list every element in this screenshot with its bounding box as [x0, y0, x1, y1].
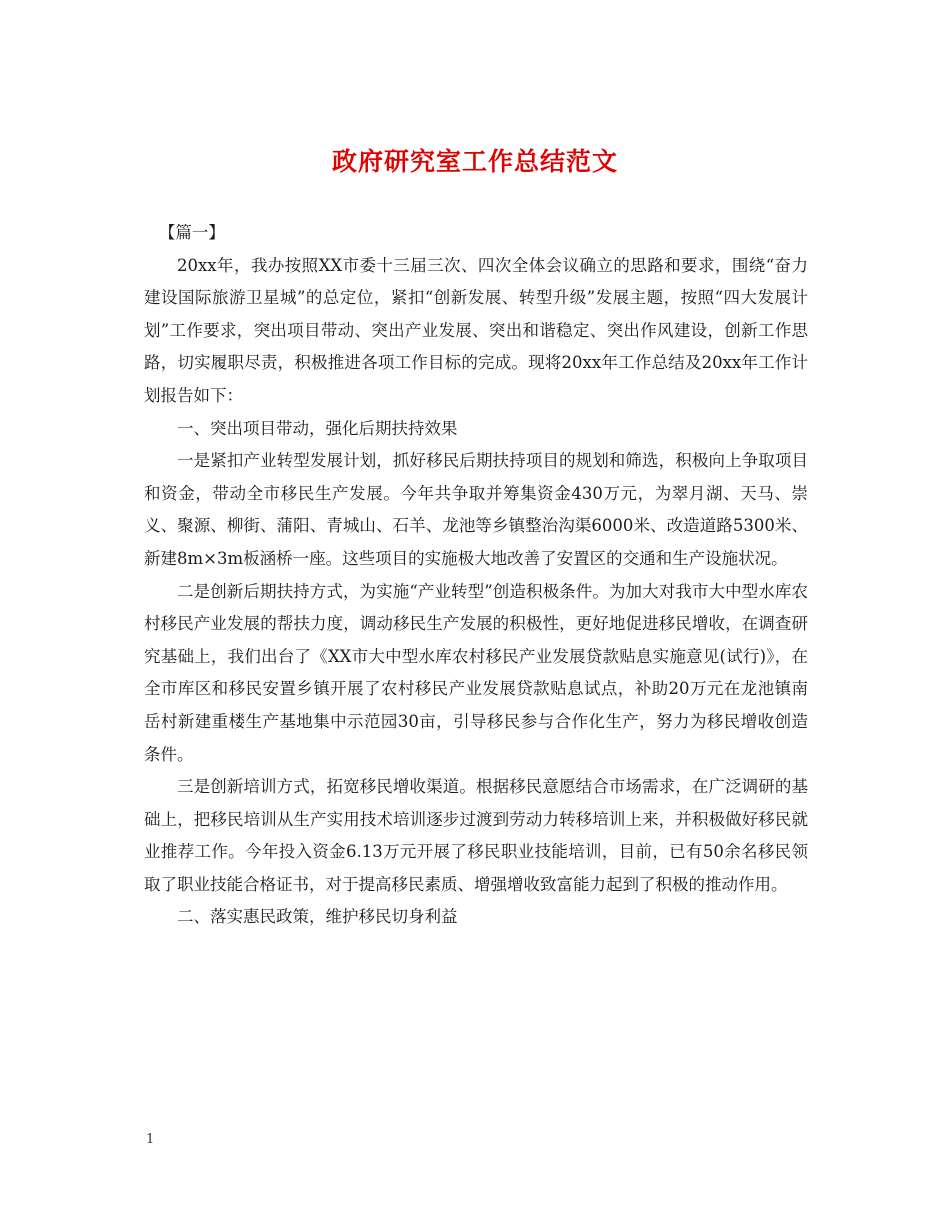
paragraph-item-2: 二是创新后期扶持方式，为实施“产业转型”创造积极条件。为加大对我市大中型水库农村移民产业发展的帮扶力度，调动移民生产发展的积极性，更好地促进移民增收，在调查研究基础上，我们出台了《XX市大中型水库农村移民产业发展贷款贴息实施意见(试行)》，在全市库区和移民安置乡镇开展了农村移民产业发展贷款贴息试点，补助20万元在龙池镇南岳村新建重楼生产基地集中示范园30亩，引导移民参与合作化生产，努力为移民增收创造条件。 [144, 581, 808, 764]
heading-section-2: 二、落实惠民政策，维护移民切身利益 [177, 907, 458, 927]
paragraph-item-3: 三是创新培训方式，拓宽移民增收渠道。根据移民意愿结合市场需求，在广泛调研的基础上，把移民培训从生产实用技术培训逐步过渡到劳动力转移培训上来，并积极做好移民就业推荐工作。今年投入资金6.13万元开展了移民职业技能培训，目前，已有50余名移民领取了职业技能合格证书，对于提高移民素质、增强增收致富能力起到了积极的推动作用。 [144, 777, 808, 894]
paragraph-item-1: 一是紧扣产业转型发展计划，抓好移民后期扶持项目的规划和筛选，积极向上争取项目和资金，带动全市移民生产发展。今年共争取并筹集资金430万元，为翠月湖、天马、崇义、聚源、柳街、蒲阳、青城山、石羊、龙池等乡镇整治沟渠6000米、改造道路5300米、新建8m×3m板涵桥一座。这些项目的实施极大地改善了安置区的交通和生产设施状况。 [144, 451, 808, 568]
intro-paragraph: 20xx年，我办按照XX市委十三届三次、四次全体会议确立的思路和要求，围绕“奋力建设国际旅游卫星城”的总定位，紧扣“创新发展、转型升级”发展主题，按照“四大发展计划”工作要求，突出项目带动、突出产业发展、突出和谐稳定、突出作风建设，创新工作思路，切实履职尽责，积极推进各项工作目标的完成。现将20xx年工作总结及20xx年工作计划报告如下： [144, 255, 808, 405]
document-title: 政府研究室工作总结范文 [331, 147, 618, 176]
page-number: 1 [146, 1132, 155, 1147]
section-label: 【篇一】 [158, 223, 225, 242]
document-body [144, 217, 808, 934]
heading-section-1: 一、突出项目带动，强化后期扶持效果 [177, 418, 458, 438]
